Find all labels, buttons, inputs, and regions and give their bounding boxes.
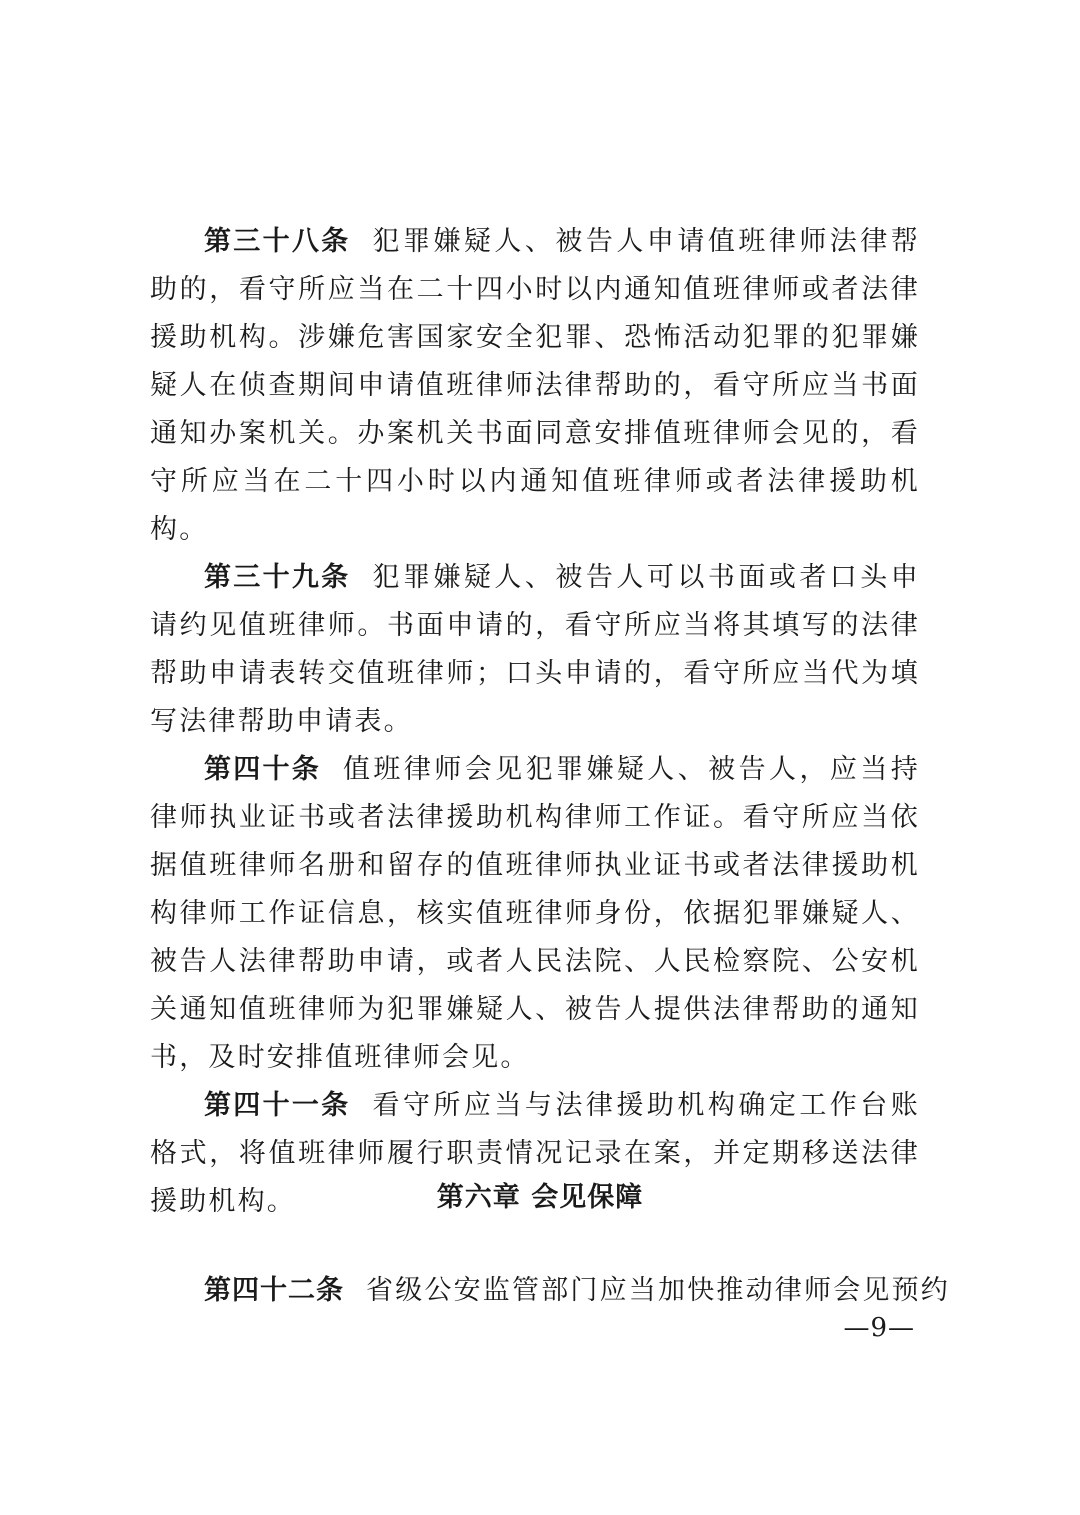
article-text: 看守所应当与法律援助机构确定工作台账格式，将值班律师履行职责情况记录在案，并定期移送法律援助机构。 [150, 1090, 920, 1217]
article-text: 省级公安监管部门应当加快推动律师会见预约 [366, 1275, 950, 1306]
document-body [150, 218, 920, 1226]
page-number: —9— [843, 1313, 915, 1343]
article-text: 值班律师会见犯罪嫌疑人、被告人，应当持律师执业证书或者法律援助机构律师工作证。看守所应当依据值班律师名册和留存的值班律师执业证书或者法律援助机构律师工作证信息，核实值班律师身份，依据犯罪嫌疑人、被告人法律帮助申请，或者人民法院、人民检察院、公安机关通知值班律师为犯罪嫌疑人、被告人提供法律帮助的通知书，及时安排值班律师会见。 [150, 754, 920, 1073]
article-number: 第四十条 [204, 754, 321, 785]
article-number: 第四十一条 [204, 1090, 351, 1121]
chapter-title: 第六章 会见保障 [436, 1182, 644, 1213]
article-42 [150, 1267, 950, 1315]
article-text: 犯罪嫌疑人、被告人申请值班律师法律帮助的，看守所应当在二十四小时以内通知值班律师或者法律援助机构。涉嫌危害国家安全犯罪、恐怖活动犯罪的犯罪嫌疑人在侦查期间申请值班律师法律帮助的，看守所应当书面通知办案机关。办案机关书面同意安排值班律师会见的，看守所应当在二十四小时以内通知值班律师或者法律援助机构。 [150, 226, 920, 545]
article-39 [150, 554, 920, 746]
article-text: 犯罪嫌疑人、被告人可以书面或者口头申请约见值班律师。书面申请的，看守所应当将其填写的法律帮助申请表转交值班律师；口头申请的，看守所应当代为填写法律帮助申请表。 [150, 562, 920, 737]
article-number: 第三十八条 [204, 226, 351, 257]
article-38 [150, 218, 920, 554]
article-number: 第四十二条 [204, 1275, 344, 1306]
article-40 [150, 746, 920, 1082]
article-number: 第三十九条 [204, 562, 351, 593]
